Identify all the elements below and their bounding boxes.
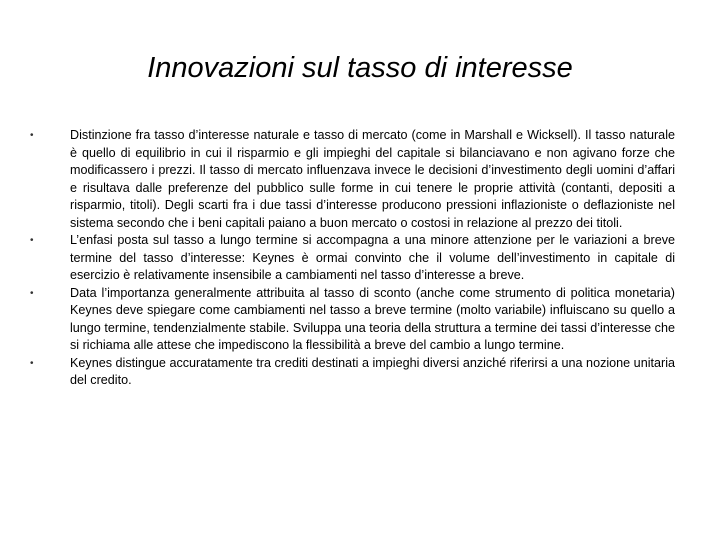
- bullet-item-natural-rate: [30, 127, 675, 232]
- bullet-list: [30, 127, 675, 390]
- bullet-dot-icon: •: [30, 130, 34, 141]
- slide-title: Innovazioni sul tasso di interesse: [147, 52, 573, 84]
- bullet-text: Data l’importanza generalmente attribuita al tasso di sconto (anche come strumento di politica monetaria) Keynes deve spiegare come cambiamenti nel tasso a breve termine (molto variabile) influiscano su quello a lungo termine, tendenzialmente stabile. Sviluppa una teoria della struttura a termine dei tassi d’interesse che si richiama alle attese che impediscono la flessibilità a breve del cambio a lungo termine.: [70, 285, 675, 352]
- bullet-item-long-term-rate: [30, 232, 675, 285]
- bullet-text: Distinzione fra tasso d’interesse naturale e tasso di mercato (come in Marshall e Wicksell). Il tasso naturale è quello di equilibrio in cui il risparmio e gli impieghi del capitale si bilanciavano e non agivano forze che modificassero i prezzi. Il tasso di mercato influenzava invece le decisioni d’investimento degli uomini d’affari e risultava dalle preferenze del pubblico sulle forme in cui tenere le proprie attività (contanti, depositi a risparmio, titoli). Degli scarti fra i due tassi d’interesse producono pressioni inflazioniste o deflazioniste nel sistema secondo che i beni capitali paiano a buon mercato o costosi in relazione al prezzo dei titoli.: [70, 128, 675, 230]
- bullet-text: L’enfasi posta sul tasso a lungo termine si accompagna a una minore attenzione per le variazioni a breve termine del tasso d’interesse: Keynes è ormai convinto che il volume dell’investimento in capitale di esercizio è relativamente insensibile a cambiamenti nel tasso d’interesse a breve.: [70, 233, 675, 282]
- bullet-dot-icon: •: [30, 287, 34, 299]
- bullet-text: Keynes distingue accuratamente tra crediti destinati a impieghi diversi anziché riferirsi a una nozione unitaria del credito.: [70, 355, 675, 387]
- bullet-dot-icon: •: [30, 235, 34, 246]
- bullet-item-discount-rate: [30, 285, 675, 355]
- bullet-dot-icon: •: [30, 357, 34, 369]
- bullet-item-credit-distinction: [30, 355, 675, 390]
